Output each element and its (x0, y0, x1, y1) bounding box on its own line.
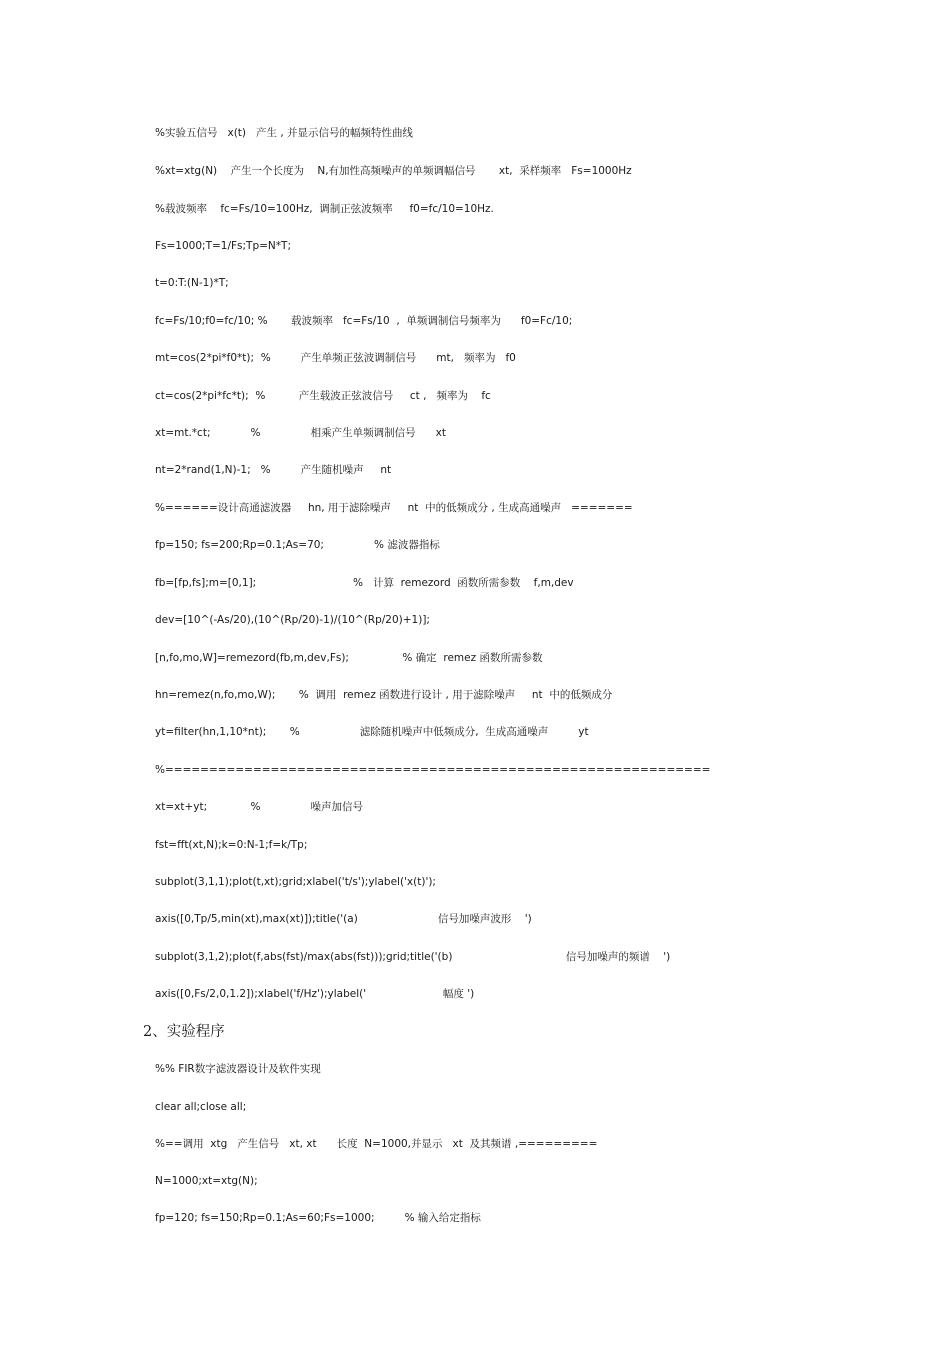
code-line: %xt=xtg(N) 产生一个长度为 N,有加性高频噪声的单频调幅信号 xt, 采样频率 Fs=1000Hz (155, 165, 632, 177)
code-line: ct=cos(2*pi*fc*t); % 产生载波正弦波信号 ct , 频率为 fc (155, 390, 491, 402)
code-line: %% FIR数字滤波器设计及软件实现 (155, 1063, 321, 1075)
code-line: fc=Fs/10;f0=fc/10; % 载波频率 fc=Fs/10 , 单频调制信号频率为 f0=Fc/10; (155, 315, 573, 327)
code-line: t=0:T:(N-1)*T; (155, 277, 229, 289)
code-line: %==调用 xtg 产生信号 xt, xt 长度 N=1000,并显示 xt 及其频谱 ,========= (155, 1138, 598, 1150)
code-line: hn=remez(n,fo,mo,W); % 调用 remez 函数进行设计 , 用于滤除噪声 nt 中的低频成分 (155, 689, 613, 701)
code-line: subplot(3,1,1);plot(t,xt);grid;xlabel('t/s');ylabel('x(t)'); (155, 876, 436, 888)
code-line: %载波频率 fc=Fs/10=100Hz, 调制正弦波频率 f0=fc/10=10Hz. (155, 203, 494, 215)
code-line: %======设计高通滤波器 hn, 用于滤除噪声 nt 中的低频成分 , 生成高通噪声 ======= (155, 502, 633, 514)
section-heading: 2、实验程序 (143, 1024, 225, 1040)
code-line: nt=2*rand(1,N)-1; % 产生随机噪声 nt (155, 464, 392, 476)
code-line: fst=fft(xt,N);k=0:N-1;f=k/Tp; (155, 839, 308, 851)
code-line: fp=120; fs=150;Rp=0.1;As=60;Fs=1000; % 输入给定指标 (155, 1212, 481, 1224)
code-line: dev=[10^(-As/20),(10^(Rp/20)-1)/(10^(Rp/20)+1)]; (155, 614, 430, 626)
code-line: fb=[fp,fs];m=[0,1]; % 计算 remezord 函数所需参数 f,m,dev (155, 577, 574, 589)
code-line: N=1000;xt=xtg(N); (155, 1175, 258, 1187)
code-line: axis([0,Tp/5,min(xt),max(xt)]);title('(a) 信号加噪声波形 ') (155, 913, 532, 925)
code-line: xt=mt.*ct; % 相乘产生单频调制信号 xt (155, 427, 446, 439)
code-line: %实验五信号 x(t) 产生 , 并显示信号的幅频特性曲线 (155, 127, 414, 139)
code-line: Fs=1000;T=1/Fs;Tp=N*T; (155, 240, 291, 252)
code-line: axis([0,Fs/2,0,1.2]);xlabel('f/Hz');ylabel(' 幅度 ') (155, 988, 475, 1000)
code-line: mt=cos(2*pi*f0*t); % 产生单频正弦波调制信号 mt, 频率为 f0 (155, 352, 516, 364)
code-line: [n,fo,mo,W]=remezord(fb,m,dev,Fs); % 确定 remez 函数所需参数 (155, 652, 543, 664)
code-line: xt=xt+yt; % 噪声加信号 (155, 801, 364, 813)
code-line: yt=filter(hn,1,10*nt); % 滤除随机噪声中低频成分, 生成高通噪声 yt (155, 726, 589, 738)
code-line: fp=150; fs=200;Rp=0.1;As=70; % 滤波器指标 (155, 539, 440, 551)
code-line: clear all;close all; (155, 1101, 247, 1113)
code-line: subplot(3,1,2);plot(f,abs(fst)/max(abs(fst)));grid;title('(b) 信号加噪声的频谱 ') (155, 951, 671, 963)
code-line: %============================================================== (155, 764, 711, 776)
